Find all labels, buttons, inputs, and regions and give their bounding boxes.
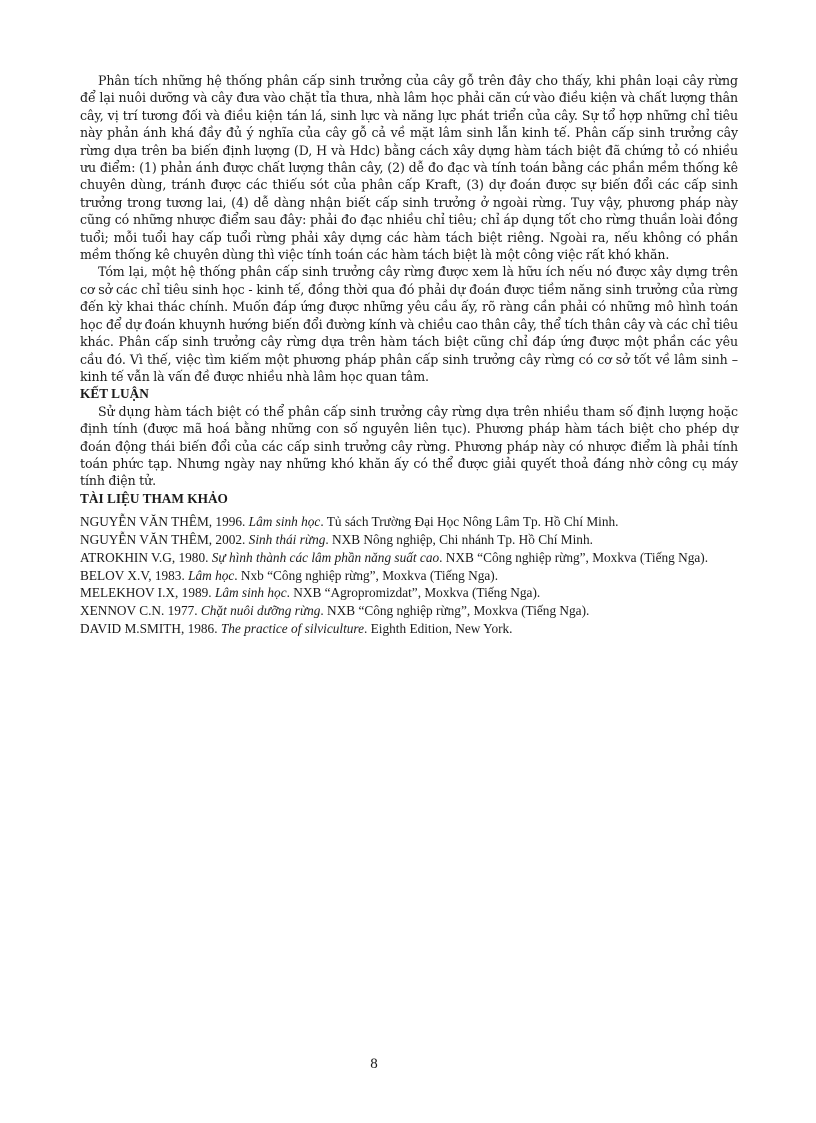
page-number: 8 (370, 1056, 378, 1072)
reference-item: NGUYỄN VĂN THÊM, 1996. Lâm sinh học. Tủ sách Trường Đại Học Nông Lâm Tp. Hồ Chí Minh. (80, 514, 619, 530)
reference-title: Lâm sinh học (214, 585, 287, 601)
reference-title: Sinh thái rừng (248, 531, 326, 547)
reference-title: The practice of silviculture (220, 620, 365, 636)
document-page (80, 72, 738, 638)
reference-item: NGUYỄN VĂN THÊM, 2002. Sinh thái rừng. NXB Nông nghiệp, Chi nhánh Tp. Hồ Chí Minh. (80, 531, 593, 547)
reference-item: DAVID M.SMITH, 1986. The practice of silviculture. Eighth Edition, New York. (80, 620, 513, 636)
conclusion-paragraph: Sử dụng hàm tách biệt có thể phân cấp sinh trưởng cây rừng dựa trên nhiều tham số định lượng hoặc định tính (được mã hoá bằng những con số nguyên liên tục). Phương pháp hàm tách biệt cho phép dự đoán động thái biến đổi của các cấp sinh trưởng cây rừng. Phương pháp này có nhược điểm là phải tính toán phức tạp. Nhưng ngày nay những khó khăn ấy có thể được giải quyết thoả đáng nhờ công cụ máy tính điện tử. (80, 403, 738, 489)
body-paragraph: Phân tích những hệ thống phân cấp sinh trưởng của cây gỗ trên đây cho thấy, khi phân loại cây rừng để lại nuôi dưỡng và cây đưa vào chặt tỉa thưa, nhà lâm học phải căn cứ vào điều kiện và chất lượng thân cây, vị trí tương đối và điều kiện tán lá, sinh lực và năng lực phát triển của cây. Sự tổ hợp những chỉ tiêu này phản ánh khá đầy đủ ý nghĩa của cây gỗ cả về mặt lâm sinh lẫn kinh tế. Phân cấp sinh trưởng cây rừng dựa trên ba biến định lượng (D, H và Hdc) bằng cách xây dựng hàm tách biệt đã chứng tỏ có nhiều ưu điểm: (1) phản ánh được chất lượng thân cây, (2) dễ đo đạc và tính toán bằng các phần mềm thống kê chuyên dùng, tránh được các thiếu sót của phân cấp Kraft, (3) dự đoán được sự biến đổi các cấp sinh trưởng trong tương lai, (4) dễ dàng nhận biết cấp sinh trưởng ở ngoài rừng. Tuy vậy, phương pháp này cũng có những nhược điểm sau đây: phải đo đạc nhiều chỉ tiêu; chỉ áp dụng tốt cho rừng thuần loài đồng tuổi; mỗi tuổi hay cấp tuổi rừng phải xây dựng các hàm tách biệt riêng. Ngoài ra, nếu không có phần mềm thống kê chuyên dùng thì việc tính toán các hàm tách biệt là một công việc rất khó khăn. (80, 73, 738, 263)
reference-item: XENNOV C.N. 1977. Chặt nuôi dưỡng rừng. NXB “Công nghiệp rừng”, Moxkva (Tiếng Nga). (80, 603, 590, 619)
reference-list (80, 513, 738, 638)
reference-title: Sự hình thành các lâm phần năng suất cao (211, 549, 440, 565)
reference-title: Chặt nuôi dưỡng rừng (200, 603, 321, 619)
reference-title: Lâm học (188, 567, 235, 583)
reference-item: ATROKHIN V.G, 1980. Sự hình thành các lâm phần năng suất cao. NXB “Công nghiệp rừng”, Moxkva (Tiếng Nga). (80, 549, 709, 565)
reference-item: MELEKHOV I.X, 1989. Lâm sinh học. NXB “Agropromizdat”, Moxkva (Tiếng Nga). (80, 585, 541, 601)
body-paragraph: Tóm lại, một hệ thống phân cấp sinh trưởng cây rừng được xem là hữu ích nếu nó được xây dựng trên cơ sở các chỉ tiêu sinh học - kinh tế, đồng thời qua đó phải dự đoán được tiềm năng sinh trưởng của rừng đến kỳ khai thác chính. Muốn đáp ứng được những yêu cầu ấy, rõ ràng cần phải có những mô hình toán học để dự đoán khuynh hướng biến đổi đường kính và chiều cao thân cây, thể tích thân cây và các chỉ tiêu khác. Phân cấp sinh trưởng cây rừng dựa trên hàm tách biệt cũng chỉ đáp ứng được một phần các yêu cầu đó. Vì thế, việc tìm kiếm một phương pháp phân cấp sinh trưởng cây rừng có cơ sở tốt về lâm sinh – kinh tế vẫn là vấn đề được nhiều nhà lâm học quan tâm. (80, 264, 738, 384)
reference-item: BELOV X.V, 1983. Lâm học. Nxb “Công nghiệp rừng”, Moxkva (Tiếng Nga). (80, 567, 499, 583)
section-heading-references: TÀI LIỆU THAM KHẢO (80, 490, 228, 506)
reference-title: Lâm sinh học (248, 514, 321, 530)
section-heading-conclusion: KẾT LUẬN (80, 386, 149, 402)
